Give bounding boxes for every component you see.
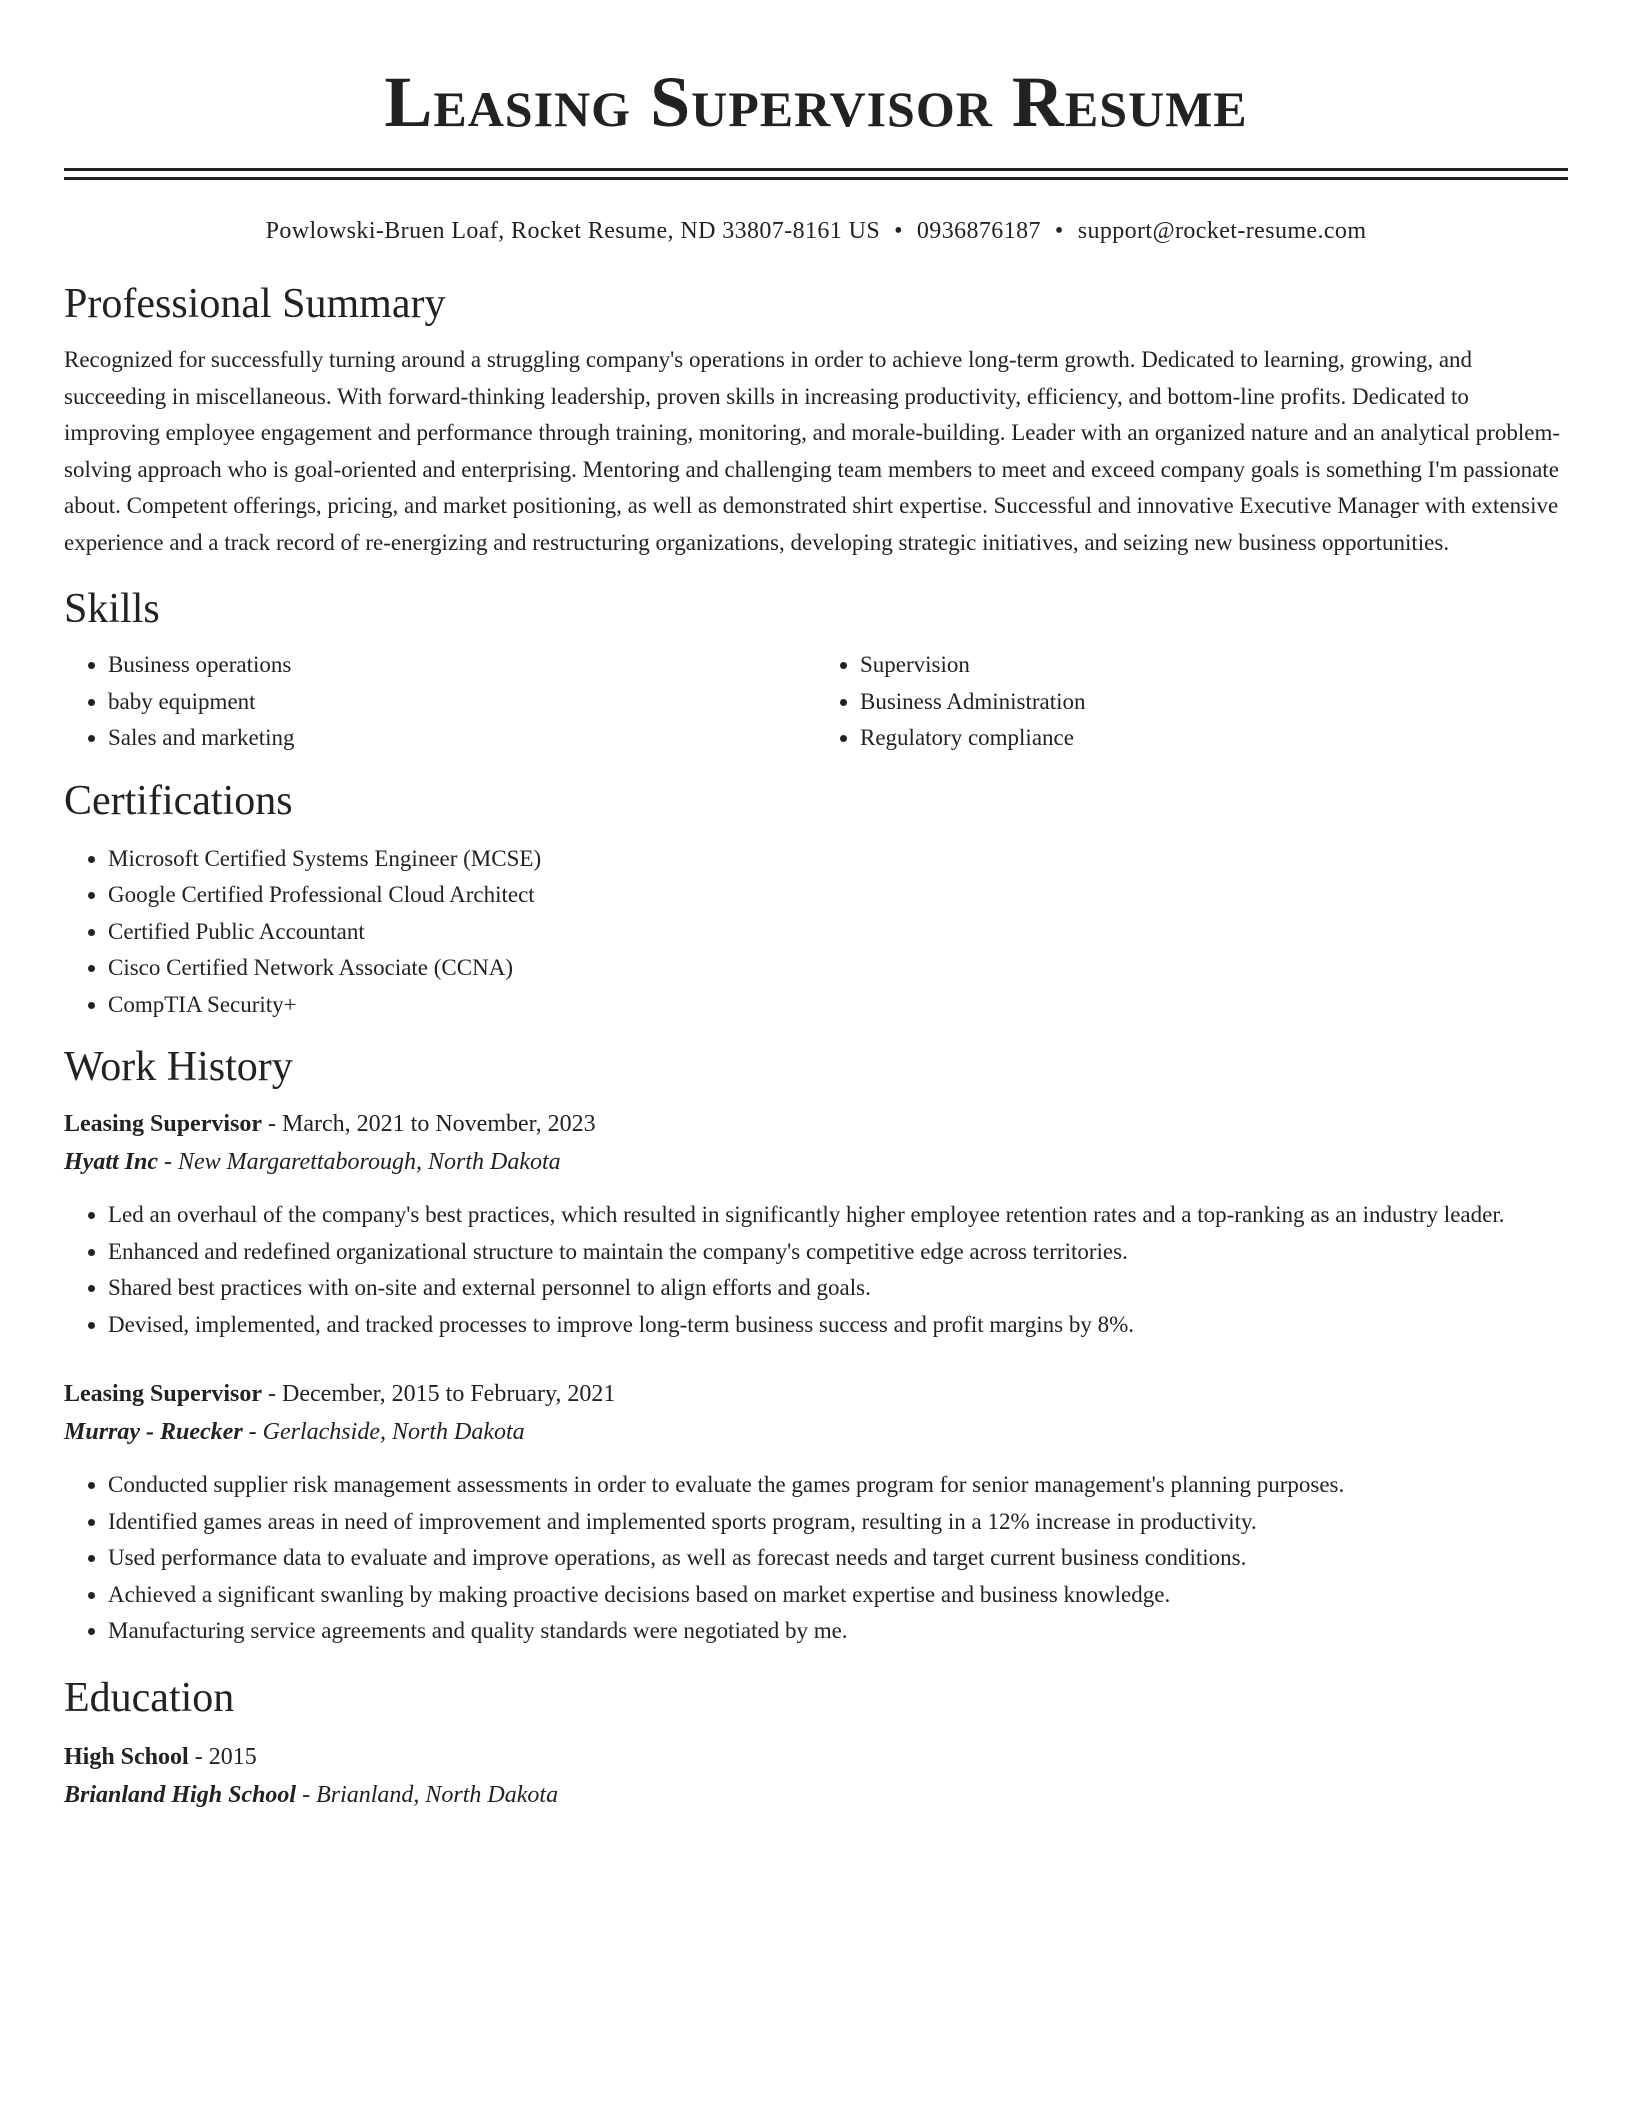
job-bullet: • Identified games areas in need of improvement and implemented sports program, resulting in a 12% increase in productivity. bbox=[108, 1504, 1568, 1541]
education-entry bbox=[64, 1738, 1568, 1814]
resume-title: Leasing Supervisor Resume bbox=[384, 62, 1248, 142]
job-dates: - December, 2015 to February, 2021 bbox=[262, 1381, 616, 1407]
education-school: Brianland High School bbox=[64, 1781, 297, 1808]
contact-email: support@rocket-resume.com bbox=[1077, 218, 1367, 244]
title-rule-bottom bbox=[64, 177, 1568, 180]
education-heading: Education bbox=[64, 1674, 235, 1721]
education-school-line bbox=[64, 1776, 1568, 1814]
skill-item: • Business operations bbox=[108, 647, 816, 684]
summary-text: Recognized for successfully turning around a struggling company's operations in order to achieve long-term growth. Dedicated to learning, growing, and succeeding in miscellaneous. With forward-thinking leadership, proven skills in increasing productivity, efficiency, and bottom-line profits. Dedicated to improving employee engagement and performance through training, monitoring, and morale-building. Leader with an organized nature and an analytical problem-solving approach who is goal-oriented and enterprising. Mentoring and challenging team members to meet and exceed company goals is something I'm passionate about. Competent offerings, pricing, and market positioning, as well as demonstrated shirt expertise. Successful and innovative Executive Manager with extensive experience and a track record of re-energizing and restructuring organizations, developing strategic initiatives, and seizing new business opportunities. bbox=[64, 347, 1560, 555]
contact-separator: • bbox=[894, 218, 903, 244]
certification-item: • Microsoft Certified Systems Engineer (MCSE) bbox=[108, 841, 1568, 878]
job-dates: - March, 2021 to November, 2023 bbox=[262, 1111, 596, 1137]
job-bullets bbox=[64, 1197, 1568, 1343]
certification-item: • CompTIA Security+ bbox=[108, 987, 1568, 1024]
job-company-line bbox=[64, 1413, 1568, 1451]
skill-item: • Sales and marketing bbox=[108, 720, 816, 757]
education-year: - 2015 bbox=[188, 1743, 257, 1770]
contact-address: Powlowski-Bruen Loaf, Rocket Resume, ND 33807-8161 US bbox=[265, 218, 881, 244]
job-bullet: • Manufacturing service agreements and quality standards were negotiated by me. bbox=[108, 1613, 1568, 1650]
skills-columns bbox=[64, 647, 1568, 757]
job-title: Leasing Supervisor bbox=[64, 1111, 263, 1137]
skills-list-right bbox=[816, 647, 1568, 757]
contact-line bbox=[64, 216, 1568, 246]
job-company-line bbox=[64, 1143, 1568, 1181]
job-title: Leasing Supervisor bbox=[64, 1381, 263, 1407]
certification-item: • Cisco Certified Network Associate (CCNA) bbox=[108, 950, 1568, 987]
work-history-heading: Work History bbox=[64, 1044, 293, 1090]
certification-item: • Google Certified Professional Cloud Architect bbox=[108, 877, 1568, 914]
certifications-list bbox=[64, 841, 1568, 1024]
education-location: - Brianland, North Dakota bbox=[296, 1781, 559, 1808]
contact-phone: 0936876187 bbox=[916, 218, 1041, 244]
job-company: Murray - Ruecker bbox=[64, 1419, 243, 1445]
skill-item: • Business Administration bbox=[860, 684, 1568, 721]
job-entry bbox=[64, 1105, 1568, 1343]
summary-heading: Professional Summary bbox=[64, 281, 446, 327]
job-bullet: • Used performance data to evaluate and improve operations, as well as forecast needs and target current business conditions. bbox=[108, 1540, 1568, 1577]
job-entry bbox=[64, 1375, 1568, 1650]
job-bullet: • Shared best practices with on-site and external personnel to align efforts and goals. bbox=[108, 1270, 1568, 1307]
job-company: Hyatt Inc bbox=[64, 1149, 158, 1175]
skill-item: • Supervision bbox=[860, 647, 1568, 684]
job-bullet: • Enhanced and redefined organizational structure to maintain the company's competitive edge across territories. bbox=[108, 1234, 1568, 1271]
skill-item: • Regulatory compliance bbox=[860, 720, 1568, 757]
job-title-line bbox=[64, 1375, 1568, 1413]
skills-list-left bbox=[64, 647, 816, 757]
certifications-heading: Certifications bbox=[64, 777, 293, 824]
education-degree: High School bbox=[64, 1743, 189, 1770]
job-location: - New Margarettaborough, North Dakota bbox=[158, 1149, 561, 1175]
education-degree-line bbox=[64, 1738, 1568, 1776]
job-bullets bbox=[64, 1467, 1568, 1650]
job-bullet: • Achieved a significant swanling by making proactive decisions based on market expertise and business knowledge. bbox=[108, 1577, 1568, 1614]
job-bullet: • Devised, implemented, and tracked processes to improve long-term business success and profit margins by 8%. bbox=[108, 1307, 1568, 1344]
job-bullet: • Conducted supplier risk management assessments in order to evaluate the games program for senior management's planning purposes. bbox=[108, 1467, 1568, 1504]
job-title-line bbox=[64, 1105, 1568, 1143]
contact-separator: • bbox=[1054, 218, 1064, 244]
job-bullet: • Led an overhaul of the company's best practices, which resulted in significantly higher employee retention rates and a top-ranking as an industry leader. bbox=[108, 1197, 1568, 1234]
skill-item: • baby equipment bbox=[108, 684, 816, 721]
certification-item: • Certified Public Accountant bbox=[108, 914, 1568, 951]
skills-heading: Skills bbox=[64, 586, 160, 632]
job-location: - Gerlachside, North Dakota bbox=[242, 1419, 525, 1445]
title-rule-top bbox=[64, 168, 1568, 171]
